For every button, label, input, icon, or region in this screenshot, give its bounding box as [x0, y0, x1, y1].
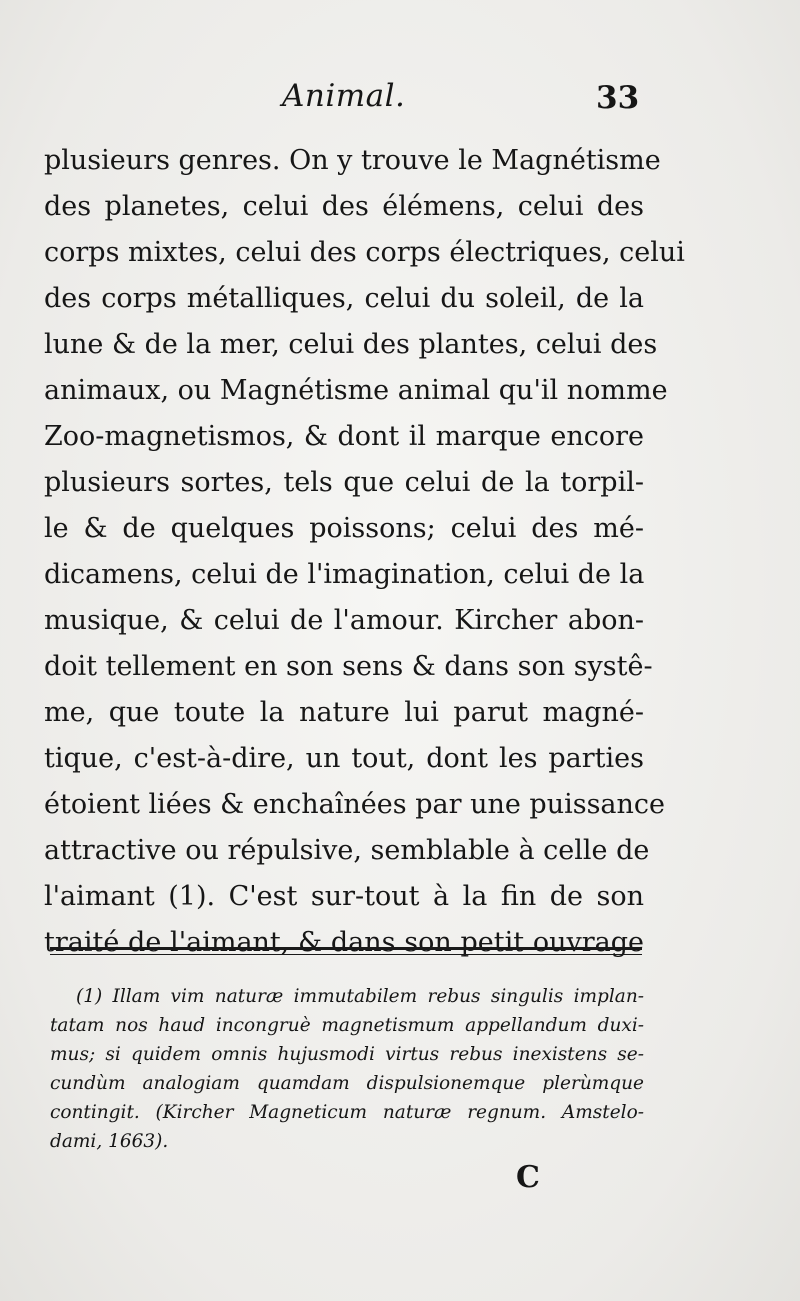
text-line: dicamens, celui de l'imagination, celui de la	[44, 559, 645, 590]
text-line: des planetes, celui des élémens, celui des	[44, 191, 644, 222]
text-line: tique, c'est-à-dire, un tout, dont les parties	[44, 743, 644, 774]
footnote-line: (1) Illam vim naturæ immutabilem rebus singulis implan-	[76, 986, 644, 1007]
text-line: étoient liées & enchaînées par une puissance	[44, 789, 666, 820]
footnote-line: contingit. (Kircher Magneticum naturæ regnum. Amstelo-	[50, 1102, 644, 1123]
text-line: doit tellement en son sens & dans son systê-	[44, 651, 653, 682]
footnote	[50, 982, 644, 1156]
text-line: Zoo-magnetismos, & dont il marque encore	[44, 421, 644, 452]
signature-mark: C	[516, 1160, 540, 1195]
text-line: animaux, ou Magnétisme animal qu'il nomme	[44, 375, 668, 406]
text-line: plusieurs sortes, tels que celui de la torpil-	[44, 467, 644, 498]
text-line: attractive ou répulsive, semblable à celle de	[44, 835, 650, 866]
text-line: l'aimant (1). C'est sur-tout à la fin de son	[44, 881, 644, 912]
footnote-divider	[50, 947, 642, 955]
text-line: me, que toute la nature lui parut magné-	[44, 697, 644, 728]
text-line: musique, & celui de l'amour. Kircher abon-	[44, 605, 644, 636]
footnote-line: dami, 1663).	[50, 1131, 169, 1152]
text-line: plusieurs genres. On y trouve le Magnétisme	[44, 145, 661, 176]
text-line: traité de l'aimant, & dans son petit ouvrage	[44, 927, 644, 958]
text-line: corps mixtes, celui des corps électriques, celui	[44, 237, 685, 268]
footnote-line: cundùm analogiam quamdam dispulsionemque plerùmque	[50, 1073, 644, 1094]
page-number: 33	[596, 80, 640, 116]
footnote-line: tatam nos haud incongruè magnetismum appellandum duxi-	[50, 1015, 644, 1036]
text-line: lune & de la mer, celui des plantes, celui des	[44, 329, 658, 360]
page-header	[0, 78, 800, 128]
body-text	[44, 138, 685, 966]
text-line: le & de quelques poissons; celui des mé-	[44, 513, 644, 544]
text-line: des corps métalliques, celui du soleil, de la	[44, 283, 644, 314]
running-head: Animal.	[282, 78, 406, 114]
footnote-line: mus; si quidem omnis hujusmodi virtus rebus inexistens se-	[50, 1044, 644, 1065]
